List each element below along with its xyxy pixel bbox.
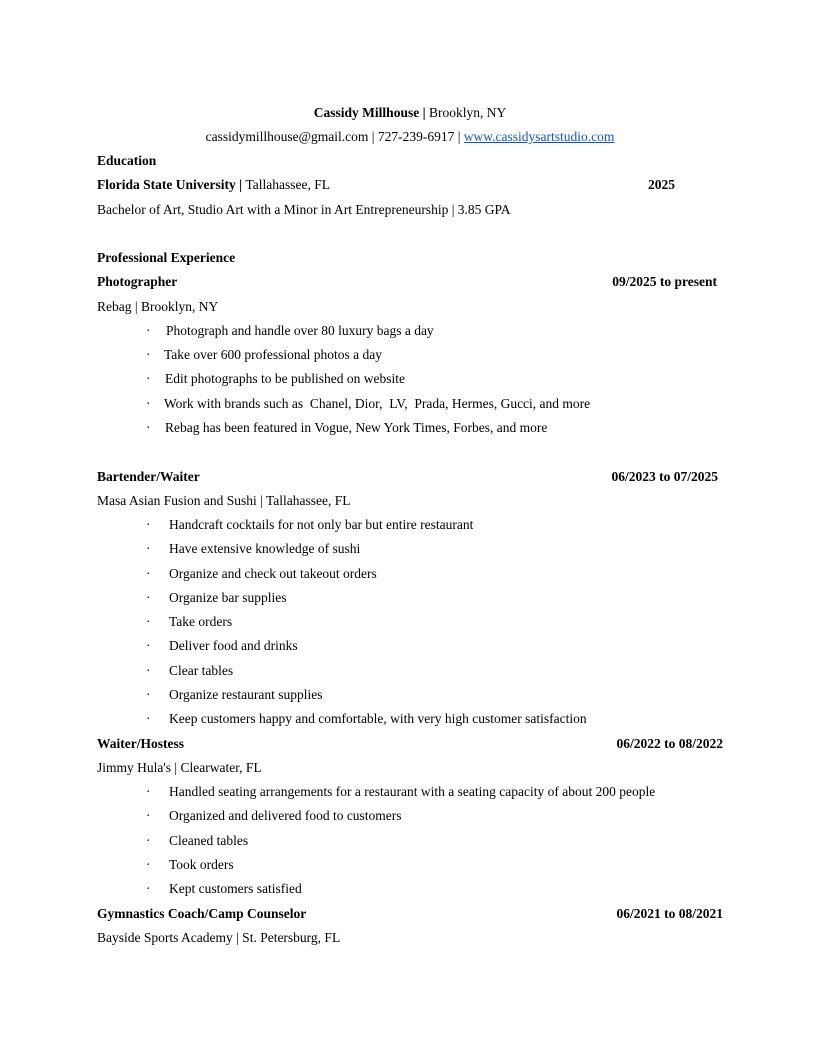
bullet-icon: ·	[146, 614, 151, 629]
list-item: · Take orders	[146, 614, 233, 629]
list-item: · Organized and delivered food to customers	[146, 808, 402, 823]
school-location: Tallahassee, FL	[245, 177, 330, 192]
bullet-icon: ·	[146, 371, 151, 386]
job-title: Photographer	[97, 274, 178, 289]
list-item: · Take over 600 professional photos a day	[146, 347, 382, 362]
job-dates: 09/2025 to present	[612, 274, 717, 289]
list-item: · Keep customers happy and comfortable, with very high customer satisfaction	[146, 711, 587, 726]
job-company: Rebag | Brooklyn, NY	[97, 299, 219, 314]
bullet-icon: ·	[146, 517, 151, 532]
header-name-line: Cassidy Millhouse | Brooklyn, NY	[313, 105, 507, 120]
list-item: · Deliver food and drinks	[146, 638, 298, 653]
education-year: 2025	[648, 177, 675, 192]
job-title: Waiter/Hostess	[97, 736, 184, 751]
bullet-icon: ·	[146, 808, 151, 823]
list-item: · Handcraft cocktails for not only bar but entire restaurant	[146, 517, 474, 532]
degree-line: Bachelor of Art, Studio Art with a Minor in Art Entrepreneurship | 3.85 GPA	[97, 202, 511, 217]
job-dates: 06/2022 to 08/2022	[616, 736, 723, 751]
list-item: · Handled seating arrangements for a restaurant with a seating capacity of about 200 people	[146, 784, 656, 799]
school-line: Florida State University | Tallahassee, FL	[97, 177, 330, 192]
bullet-icon: ·	[146, 687, 151, 702]
candidate-location: Brooklyn, NY	[428, 105, 507, 120]
bullet-icon: ·	[146, 857, 151, 872]
list-item: · Cleaned tables	[146, 833, 249, 848]
education-heading: Education	[97, 153, 157, 168]
contact-line: cassidymillhouse@gmail.com | 727-239-6917 | www.cassidysartstudio.com	[205, 129, 615, 144]
phone: 727-239-6917	[377, 129, 455, 144]
job-title: Bartender/Waiter	[97, 469, 200, 484]
list-item: · Have extensive knowledge of sushi	[146, 541, 361, 556]
experience-heading: Professional Experience	[97, 250, 236, 265]
list-item: · Organize bar supplies	[146, 590, 287, 605]
bullet-icon: ·	[146, 541, 151, 556]
job-company: Masa Asian Fusion and Sushi | Tallahassee, FL	[97, 493, 351, 508]
bullet-icon: ·	[146, 711, 151, 726]
candidate-name: Cassidy Millhouse	[313, 105, 420, 120]
job-title: Gymnastics Coach/Camp Counselor	[97, 906, 307, 921]
bullet-icon: ·	[146, 881, 151, 896]
list-item: · Kept customers satisfied	[146, 881, 302, 896]
list-item: · Organize and check out takeout orders	[146, 566, 377, 581]
bullet-icon: ·	[146, 566, 151, 581]
bullet-icon: ·	[146, 784, 151, 799]
bullet-icon: ·	[146, 420, 151, 435]
bullet-icon: ·	[146, 323, 151, 338]
bullet-icon: ·	[146, 347, 151, 362]
bullet-icon: ·	[146, 396, 151, 411]
bullet-icon: ·	[146, 663, 151, 678]
bullet-icon: ·	[146, 833, 151, 848]
job-company: Bayside Sports Academy | St. Petersburg, FL	[97, 930, 341, 945]
list-item: · Organize restaurant supplies	[146, 687, 323, 702]
bullet-icon: ·	[146, 638, 151, 653]
email: cassidymillhouse@gmail.com	[205, 129, 369, 144]
list-item: · Edit photographs to be published on website	[146, 371, 405, 386]
bullet-icon: ·	[146, 590, 151, 605]
job-dates: 06/2023 to 07/2025	[611, 469, 718, 484]
list-item: · Took orders	[146, 857, 234, 872]
list-item: · Rebag has been featured in Vogue, New York Times, Forbes, and more	[146, 420, 548, 435]
list-item: · Clear tables	[146, 663, 234, 678]
list-item: · Photograph and handle over 80 luxury bags a day	[146, 323, 434, 338]
school-name: Florida State University	[97, 177, 236, 192]
website-link[interactable]: www.cassidysartstudio.com	[463, 129, 615, 144]
list-item: · Work with brands such as Chanel, Dior, LV, Prada, Hermes, Gucci, and more	[146, 396, 591, 411]
job-dates: 06/2021 to 08/2021	[616, 906, 723, 921]
job-company: Jimmy Hula's | Clearwater, FL	[97, 760, 262, 775]
